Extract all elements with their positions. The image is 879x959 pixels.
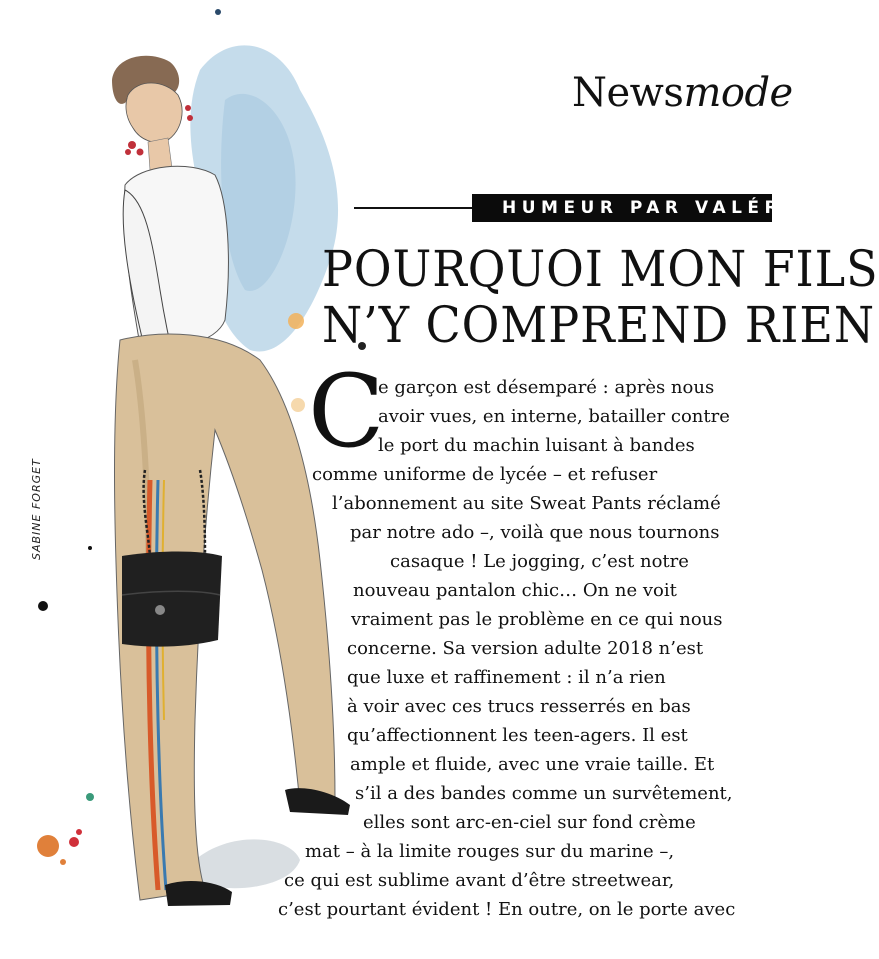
signature-text: SABINE FORGET xyxy=(30,458,43,560)
article-line: concerne. Sa version adulte 2018 n’est xyxy=(347,638,704,659)
article-line: l’abonnement au site Sweat Pants réclamé xyxy=(332,493,721,514)
drop-cap: C xyxy=(308,353,385,470)
article-line: mat – à la limite rouges sur du marine –, xyxy=(305,841,675,862)
article-line: à voir avec ces trucs resserrés en bas xyxy=(347,696,691,717)
article-line: comme uniforme de lycée – et refuser xyxy=(312,464,658,485)
artist-signature xyxy=(22,420,52,570)
article-line: nouveau pantalon chic… On ne voit xyxy=(353,580,677,601)
headline-line-1: POURQUOI MON FILS xyxy=(322,240,879,298)
article-line: avoir vues, en interne, batailler contre xyxy=(378,406,730,427)
article-line: e garçon est désemparé : après nous xyxy=(378,377,715,398)
article-line: que luxe et raffinement : il n’a rien xyxy=(347,667,666,688)
rubric-rule xyxy=(354,207,472,209)
article-line: le port du machin luisant à bandes xyxy=(378,435,695,456)
headline-line-2: N’Y COMPREND RIEN xyxy=(322,296,876,354)
article-line: vraiment pas le problème en ce qui nous xyxy=(351,609,723,630)
article-line: c’est pourtant évident ! En outre, on le porte avec xyxy=(278,899,736,920)
rubric-banner xyxy=(472,194,813,222)
article-line: casaque ! Le jogging, c’est notre xyxy=(390,551,689,572)
article-line: qu’affectionnent les teen-agers. Il est xyxy=(347,725,688,746)
section-title-news: News xyxy=(572,70,684,116)
fashion-illustration xyxy=(0,0,360,959)
article-line: par notre ado –, voilà que nous tournons xyxy=(350,522,720,543)
section-header xyxy=(572,70,793,116)
article-line: ce qui est sublime avant d’être streetwear, xyxy=(284,870,675,891)
rubric-label: HUMEUR PAR VALÉRIE xyxy=(502,198,813,218)
section-title-mode: mode xyxy=(683,70,793,116)
article-line: s’il a des bandes comme un survêtement, xyxy=(355,783,733,804)
article-line: ample et fluide, avec une vraie taille. Et xyxy=(350,754,715,775)
article-line: elles sont arc-en-ciel sur fond crème xyxy=(363,812,696,833)
